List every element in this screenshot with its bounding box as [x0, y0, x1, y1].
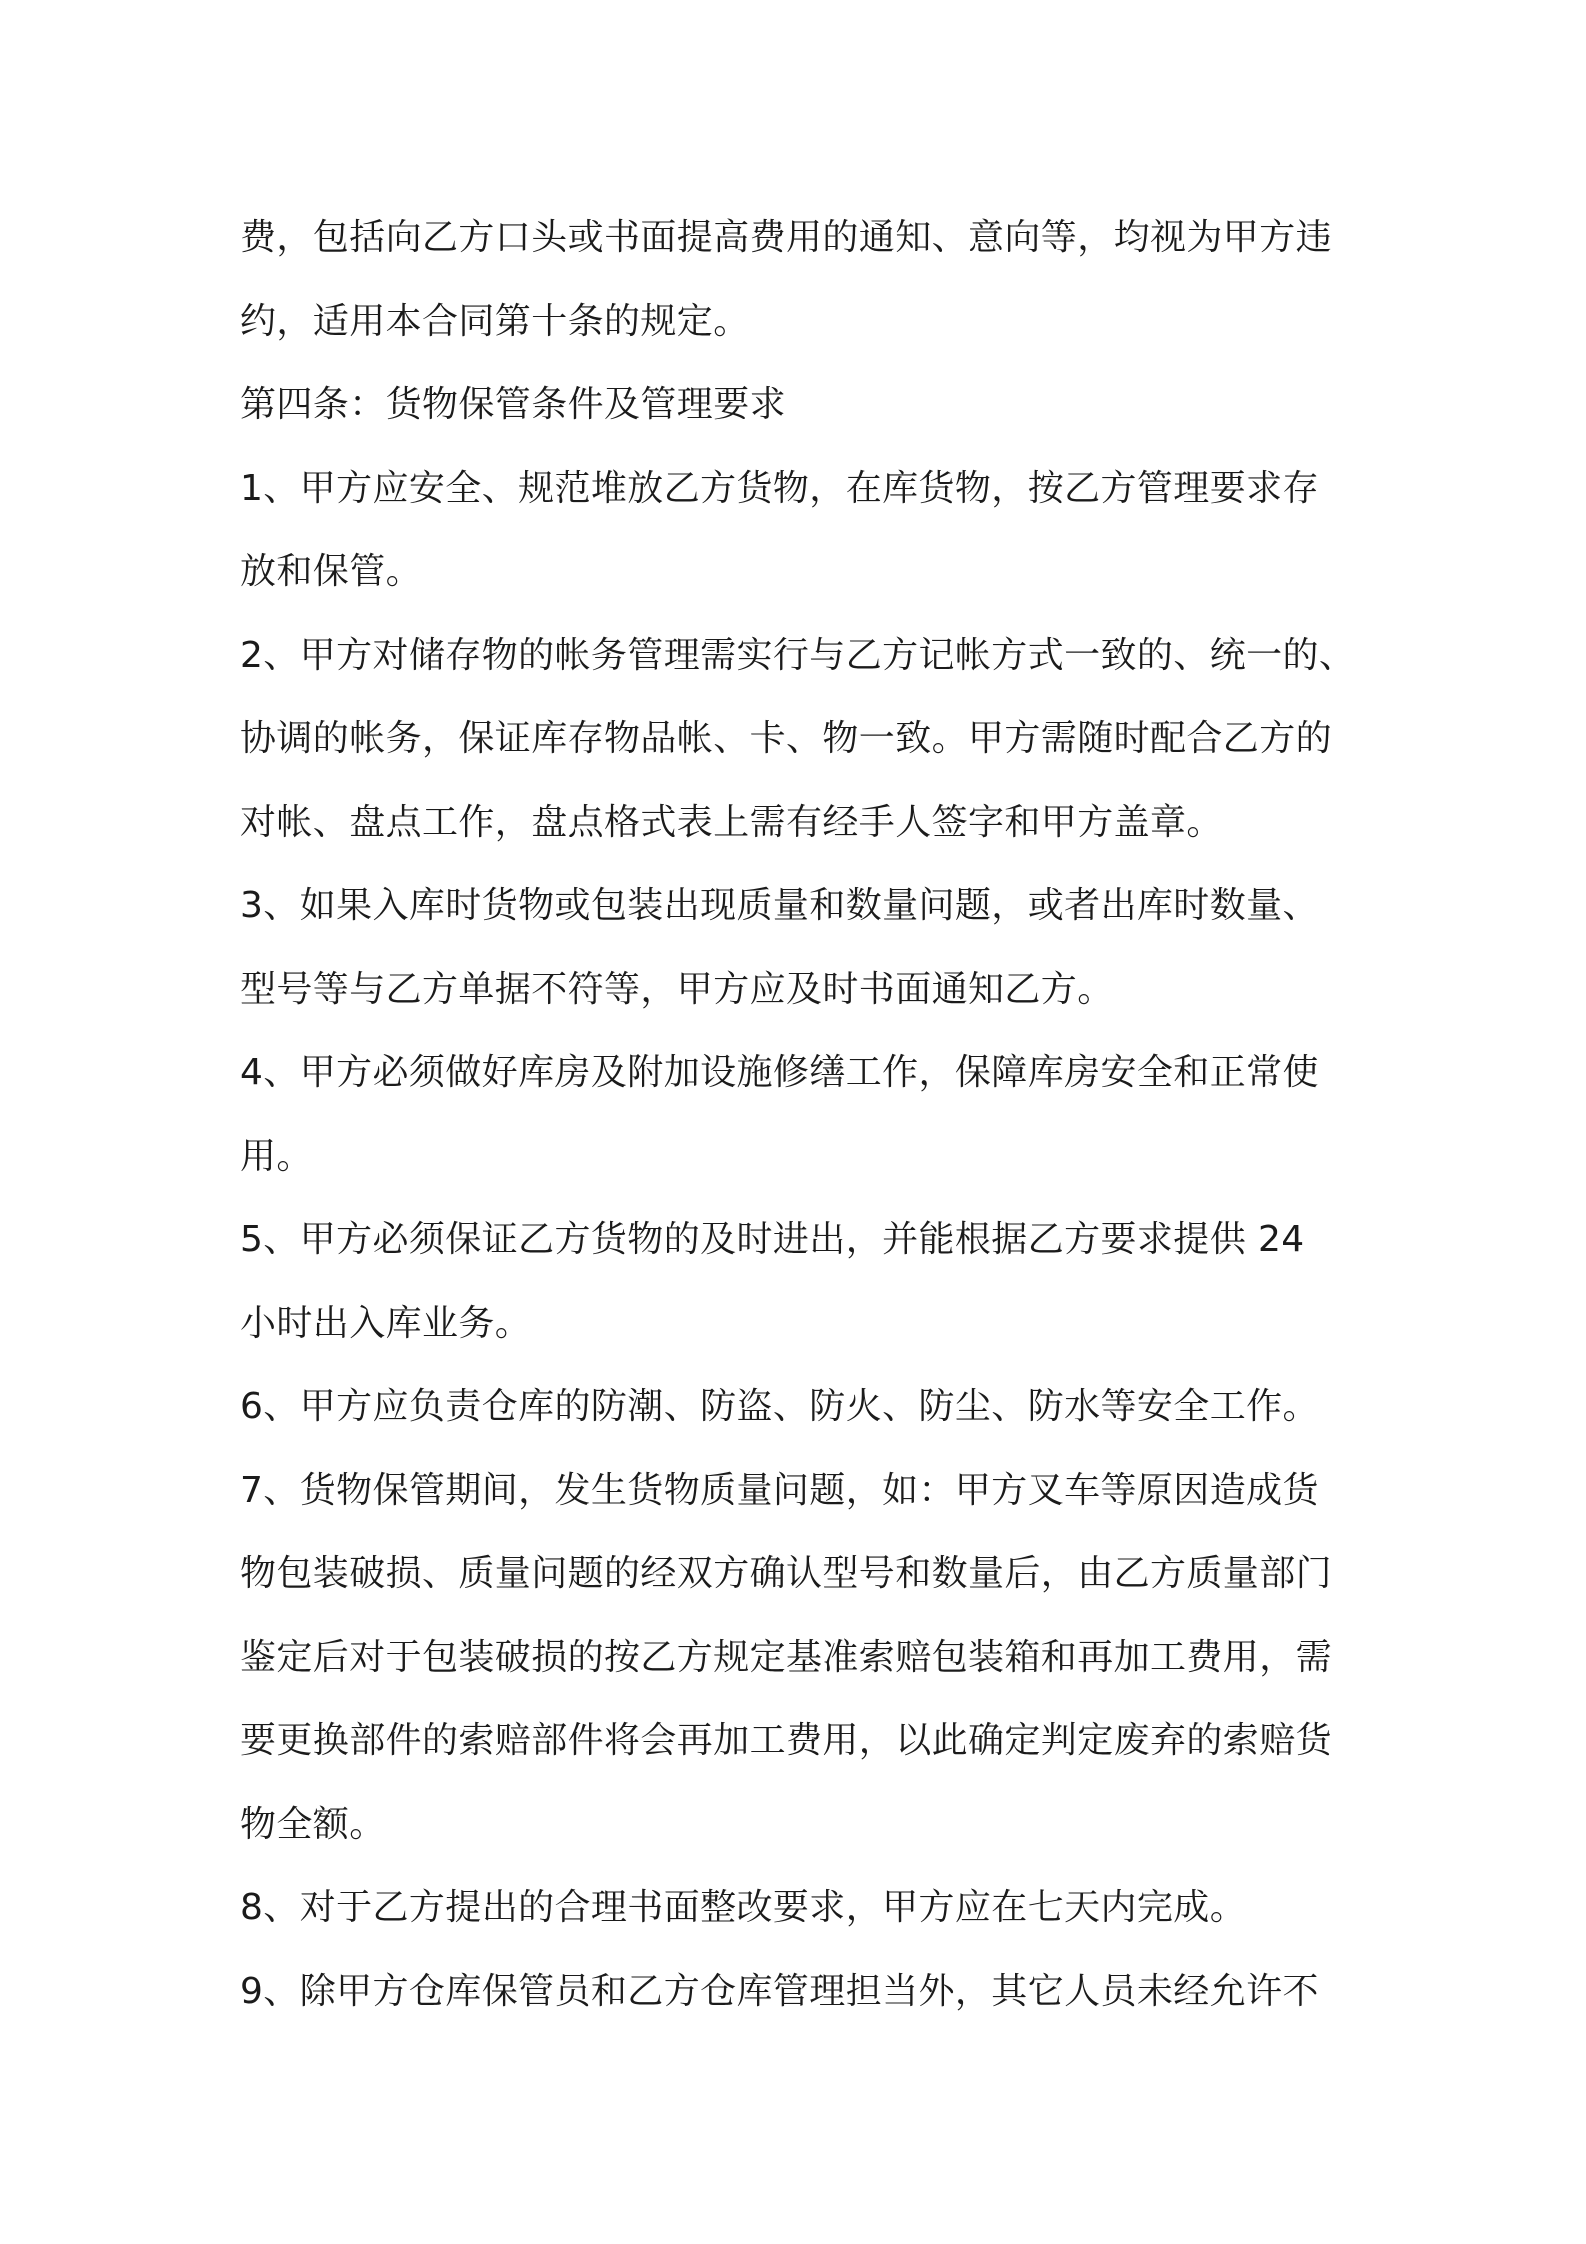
text-line: 要更换部件的索赔部件将会再加工费用，以此确定判定废弃的索赔货 — [240, 1720, 1333, 1761]
text-line: 协调的帐务，保证库存物品帐、卡、物一致。甲方需随时配合乙方的 — [240, 718, 1333, 759]
text-line: 5、甲方必须保证乙方货物的及时进出，并能根据乙方要求提供 24 — [240, 1219, 1305, 1260]
text-line: 8、对于乙方提出的合理书面整改要求，甲方应在七天内完成。 — [240, 1887, 1247, 1928]
text-line: 9、除甲方仓库保管员和乙方仓库管理担当外，其它人员未经允许不 — [240, 1970, 1319, 2012]
text-line: 物全额。 — [240, 1803, 386, 1845]
text-line: 约，适用本合同第十条的规定。 — [240, 300, 750, 342]
text-line: 鉴定后对于包装破损的按乙方规定基准索赔包装箱和再加工费用，需 — [240, 1636, 1333, 1678]
text-line: 型号等与乙方单据不符等，甲方应及时书面通知乙方。 — [240, 968, 1114, 1010]
text-line: 7、货物保管期间，发生货物质量问题，如：甲方叉车等原因造成货 — [240, 1469, 1319, 1511]
text-line: 3、如果入库时货物或包装出现质量和数量问题，或者出库时数量、 — [240, 885, 1319, 926]
text-line: 用。 — [240, 1135, 313, 1177]
text-line: 费，包括向乙方口头或书面提高费用的通知、意向等，均视为甲方违 — [240, 217, 1333, 258]
text-line: 1、甲方应安全、规范堆放乙方货物，在库货物，按乙方管理要求存 — [240, 467, 1319, 509]
text-line: 放和保管。 — [240, 551, 423, 592]
text-line: 物包装破损、质量问题的经双方确认型号和数量后，由乙方质量部门 — [240, 1553, 1333, 1594]
text-line: 对帐、盘点工作，盘点格式表上需有经手人签字和甲方盖章。 — [240, 801, 1223, 843]
text-line: 6、甲方应负责仓库的防潮、防盗、防火、防尘、防水等安全工作。 — [240, 1386, 1319, 1427]
text-line: 小时出入库业务。 — [240, 1302, 532, 1344]
text-line: 4、甲方必须做好库房及附加设施修缮工作，保障库房安全和正常使 — [240, 1052, 1319, 1093]
section-heading: 第四条：货物保管条件及管理要求 — [240, 384, 787, 425]
text-line: 2、甲方对储存物的帐务管理需实行与乙方记帐方式一致的、统一的、 — [240, 634, 1356, 676]
